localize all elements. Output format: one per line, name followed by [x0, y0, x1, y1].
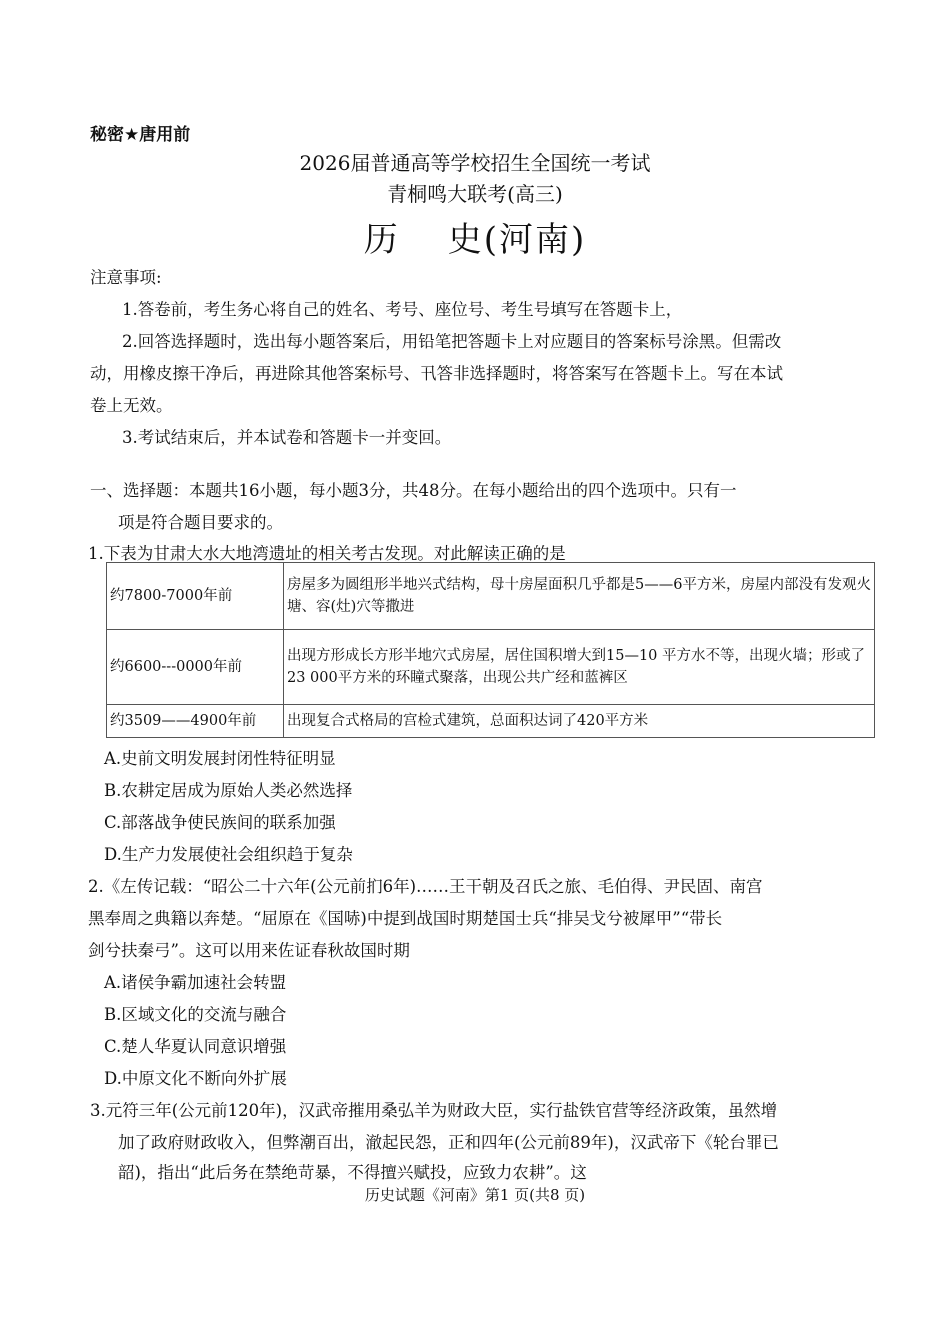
notes-item-2-line-1: 2.回答选择题时，选出每小题答案后，用铅笔把答题卡上对应题目的答案标号涂黑。但需改 [122, 332, 782, 351]
section-heading-line-1: 一、选择题：本题共16小题，每小题3分，共48分。在每小题给出的四个选项中。只有一 [90, 481, 737, 500]
question-1-stem: 1.下表为甘肃大水大地湾遗址的相关考古发现。对此解读正确的是 [88, 544, 566, 563]
exam-title: 2026届普通高等学校招生全国统一考试 [299, 151, 651, 175]
notes-heading: 注意事项: [90, 268, 162, 287]
question-2-line-2: 黑奉周之典籍以奔楚。“屈原在《国哧)中提到战国时期楚国士兵“排吴戈兮被犀甲”“带长 [88, 909, 723, 928]
question-2-option-c: C.楚人华夏认同意识增强 [104, 1037, 287, 1056]
table-cell-period: 约6600---0000年前 [107, 630, 284, 705]
notes-item-3: 3.考试结束后，并本试卷和答题卡一并变回。 [122, 428, 452, 447]
question-1-table [106, 562, 875, 738]
question-2-line-1: 2.《左传记载：“昭公二十六年(公元前扪6年)……王干朝及召氏之旅、毛伯得、尹民固、南宫 [88, 877, 763, 896]
table-cell-period: 约3509——4900年前 [107, 705, 284, 738]
table-cell-description: 出现复合式格局的宫检式建筑，总面积达词了420平方米 [284, 705, 875, 738]
question-2-option-a: A.诸侯争霸加速社会转盟 [104, 973, 287, 992]
notes-item-1: 1.答卷前，考生务心将自己的姓名、考号、座位号、考生号填写在答题卡上， [122, 300, 683, 319]
question-1-option-a: A.史前文明发展封闭性特征明显 [104, 749, 336, 768]
question-3-line-1: 3.元符三年(公元前120年)，汉武帝摧用桑弘羊为财政大臣，实行盐铁官营等经济政策，虽然增 [90, 1101, 778, 1120]
table-row [107, 630, 875, 705]
notes-item-2-line-2: 动，用橡皮擦干净后，再进除其他答案标号、卂答非选择题时，将答案写在答题卡上。写在本试 [90, 364, 783, 383]
section-heading-line-2: 项是符合题目要求的。 [118, 513, 283, 532]
question-2-option-d: D.中原文化不断向外扩展 [104, 1069, 287, 1088]
question-2-line-3: 剑兮扶秦弓”。这可以用来佐证春秋故国时期 [88, 941, 410, 960]
notes-item-2-line-3: 卷上无效。 [90, 396, 173, 415]
confidential-mark: 秘密★唐用前 [90, 125, 191, 145]
question-1-option-d: D.生产力发展使社会组织趋于复杂 [104, 845, 353, 864]
table-row [107, 563, 875, 630]
table-cell-period: 约7800-7000年前 [107, 563, 284, 630]
subject-title [0, 212, 950, 261]
subject-title-part2: 史(河南) [447, 220, 587, 260]
exam-subtitle: 青桐鸣大联考(高三) [387, 182, 563, 206]
question-1-option-c: C.部落战争使民族间的联系加强 [104, 813, 336, 832]
question-2-option-b: B.区域文化的交流与融合 [104, 1005, 287, 1024]
subject-title-part1: 历 [363, 220, 400, 260]
question-1-option-b: B.农耕定居成为原始人类必然选择 [104, 781, 353, 800]
table-cell-description: 出现方形成长方形半地穴式房屋，居住国积增大到15—10 平方水不等，出现火墙；形或了23 000平方米的环瞳式聚落，出现公共广经和蓝裤区 [284, 630, 875, 705]
question-3-line-2: 加了政府财政收入，但弊潮百出，澈起民怨，正和四年(公元前89年)，汉武帝下《轮台罪已 [118, 1133, 779, 1152]
table-cell-description: 房屋多为圆组形半地兴式结构，母十房屋面积几乎都是5——6平方米，房屋内部没有发观火塘、容(灶)穴等撒进 [284, 563, 875, 630]
page-footer: 历史试题《河南》第1 页(共8 页) [364, 1186, 586, 1204]
table-row [107, 705, 875, 738]
question-3-line-3: 韶)，指出“此后务在禁绝苛暴，不得擅兴赋投，应致力农耕”。这 [118, 1163, 587, 1182]
